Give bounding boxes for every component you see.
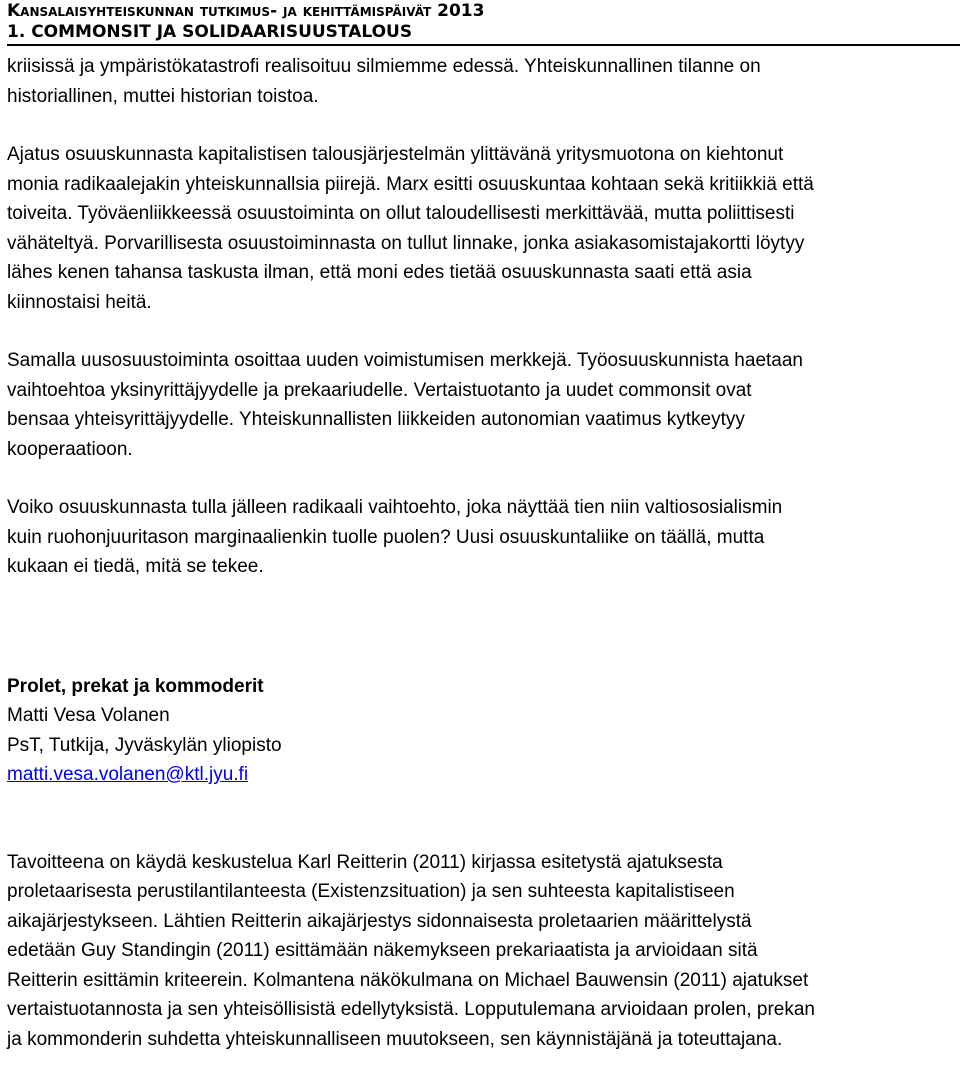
paragraph-1 bbox=[7, 52, 957, 111]
text-line: bensaa yhteisyrittäjyydelle. Yhteiskunnallisten liikkeiden autonomian vaatimus kytkeytyy bbox=[7, 409, 745, 430]
text-line: Samalla uusosuustoiminta osoittaa uuden voimistumisen merkkejä. Työosuuskunnista haetaan bbox=[7, 350, 803, 371]
document-page bbox=[7, 0, 957, 1054]
text-line: monia radikaalejakin yhteiskunnallsia piirejä. Marx esitti osuuskuntaa kohtaan sekä kritiikkiä että bbox=[7, 173, 814, 195]
text-line: edetään Guy Standingin (2011) esittämään näkemykseen prekariaatista ja arvioidaan sitä bbox=[7, 940, 758, 961]
text-line: kukaan ei tiedä, mitä se tekee. bbox=[7, 556, 264, 577]
text-line: kriisissä ja ympäristökatastrofi realisoituu silmiemme edessä. Yhteiskunnallinen tilanne on bbox=[7, 56, 761, 77]
text-line: kiinnostaisi heitä. bbox=[7, 291, 152, 313]
conference-title: Kansalaisyhteiskunnan tutkimus- ja kehittämispäivät 2013 bbox=[7, 1, 485, 21]
author-name: Matti Vesa Volanen bbox=[7, 705, 170, 726]
author-affiliation: PsT, Tutkija, Jyväskylän yliopisto bbox=[7, 734, 282, 756]
paragraph-4 bbox=[7, 493, 957, 582]
text-line: ja kommonderin suhdetta yhteiskunnalliseen muutokseen, sen käynnistäjänä ja toteuttajana. bbox=[7, 1028, 783, 1050]
text-line: historiallinen, muttei historian toistoa. bbox=[7, 85, 319, 107]
text-line: proletaarisesta perustilantilanteesta (Existenzsituation) ja sen suhteesta kapitalistiseen bbox=[7, 881, 735, 902]
text-line: aikajärjestykseen. Lähtien Reitterin aikajärjestys sidonnaisesta proletaarien määrittelystä bbox=[7, 910, 752, 932]
text-line: vertaistuotannosta ja sen yhteisöllisistä edellytyksistä. Lopputulemana arvioidaan prolen, prekan bbox=[7, 999, 815, 1020]
text-line: vähäteltyä. Porvarillisesta osuustoiminnasta on tullut linnake, jonka asiakasomistajakortti löytyy bbox=[7, 232, 805, 254]
text-line: kooperaatioon. bbox=[7, 438, 133, 460]
paper-title: Prolet, prekat ja kommoderit bbox=[7, 675, 264, 697]
text-line: Reitterin esittämin kriteerein. Kolmantena näkökulmana on Michael Bauwensin (2011) ajatukset bbox=[7, 969, 809, 991]
paragraph-2 bbox=[7, 140, 957, 317]
text-line: lähes kenen tahansa taskusta ilman, että moni edes tietää osuuskunnasta saati että asia bbox=[7, 262, 752, 283]
abstract-paragraph bbox=[7, 848, 957, 1055]
page-header bbox=[7, 0, 957, 46]
header-rule bbox=[7, 44, 960, 46]
text-line: Voiko osuuskunnasta tulla jälleen radikaali vaihtoehto, joka näyttää tien niin valtiososialismin bbox=[7, 497, 783, 518]
author-block bbox=[7, 672, 957, 790]
author-email-link[interactable]: matti.vesa.volanen@ktl.jyu.fi bbox=[7, 764, 249, 785]
text-line: toiveita. Työväenliikkeessä osuustoiminta on ollut taloudellisesti merkittävää, mutta poliittisesti bbox=[7, 203, 795, 224]
paragraph-3 bbox=[7, 346, 957, 464]
text-line: kuin ruohonjuuritason marginaalienkin tuolle puolen? Uusi osuuskuntaliike on täällä, mutta bbox=[7, 526, 765, 548]
section-title: 1. COMMONSIT JA SOLIDAARISUUSTALOUS bbox=[7, 22, 413, 42]
text-line: vaihtoehtoa yksinyrittäjyydelle ja prekaariudelle. Vertaistuotanto ja uudet commonsit ovat bbox=[7, 379, 752, 401]
text-line: Tavoitteena on käydä keskustelua Karl Reitterin (2011) kirjassa esitetystä ajatuksesta bbox=[7, 851, 723, 873]
text-line: Ajatus osuuskunnasta kapitalistisen talousjärjestelmän ylittävänä yritysmuotona on kiehtonut bbox=[7, 144, 784, 165]
